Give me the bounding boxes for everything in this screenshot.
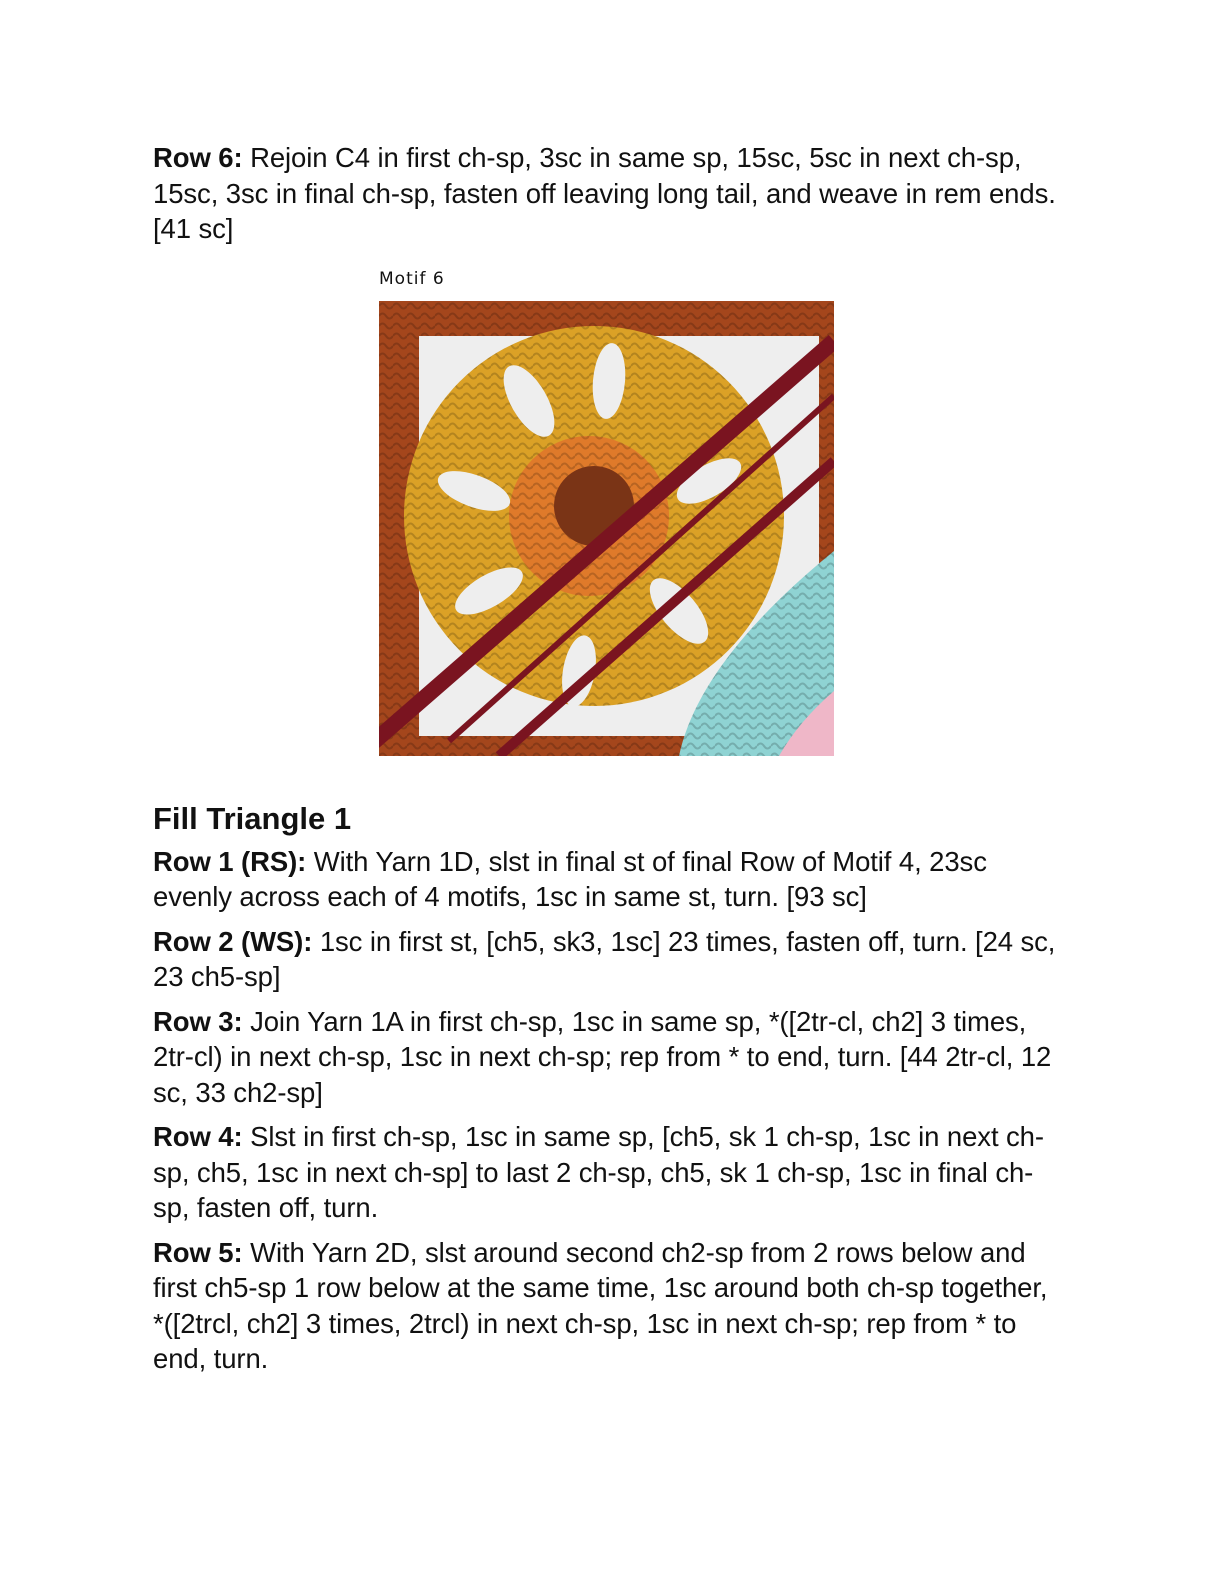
row-text: Slst in first ch-sp, 1sc in same sp, [ch5, sk 1 ch-sp, 1sc in next ch-sp, ch5, 1sc in next ch-sp] to last 2 ch-sp, ch5, sk 1 ch-sp, 1sc in final ch-sp, fasten off, turn. (153, 1121, 1044, 1223)
section-heading: Fill Triangle 1 (153, 800, 352, 836)
row-text: Rejoin C4 in first ch-sp, 3sc in same sp, 15sc, 5sc in next ch-sp, 15sc, 3sc in final ch-sp, fasten off leaving long tail, and weave in rem ends. [41 sc] (153, 142, 1056, 244)
figure-caption: Motif 6 (379, 268, 445, 289)
row-text: With Yarn 2D, slst around second ch2-sp from 2 rows below and first ch5-sp 1 row below at the same time, 1sc around both ch-sp together, *([2trcl, ch2] 3 times, 2trcl) in next ch-sp, 1sc in next ch-sp; rep from * to end, turn. (153, 1236, 1048, 1374)
row-label: Row 3: (153, 1005, 243, 1037)
row-instruction (153, 1004, 1063, 1111)
row-label: Row 5: (153, 1236, 243, 1268)
row-instruction (153, 1235, 1063, 1377)
row-instruction (153, 924, 1063, 995)
row-text: Join Yarn 1A in first ch-sp, 1sc in same sp, *([2tr-cl, ch2] 3 times, 2tr-cl) in next ch-sp, 1sc in next ch-sp; rep from * to end, turn. [44 2tr-cl, 12 sc, 33 ch2-sp] (153, 1005, 1052, 1108)
row-text: With Yarn 1D, slst in final st of final Row of Motif 4, 23sc evenly across each of 4 motifs, 1sc in same st, turn. [93 sc] (153, 845, 987, 912)
row-6-instruction (153, 140, 1063, 247)
row-label: Row 6: (153, 142, 243, 173)
row-instruction (153, 1119, 1063, 1226)
row-text: 1sc in first st, [ch5, sk3, 1sc] 23 times, fasten off, turn. [24 sc, 23 ch5-sp] (153, 925, 1056, 992)
row-instruction (153, 844, 1063, 915)
row-list (153, 844, 1063, 1377)
row-label: Row 1 (RS): (153, 845, 307, 877)
row-label: Row 2 (WS): (153, 925, 313, 957)
crochet-motif-photo (379, 301, 834, 756)
motif-figure (379, 267, 834, 756)
document-page (153, 140, 1063, 1386)
row-label: Row 4: (153, 1121, 243, 1152)
